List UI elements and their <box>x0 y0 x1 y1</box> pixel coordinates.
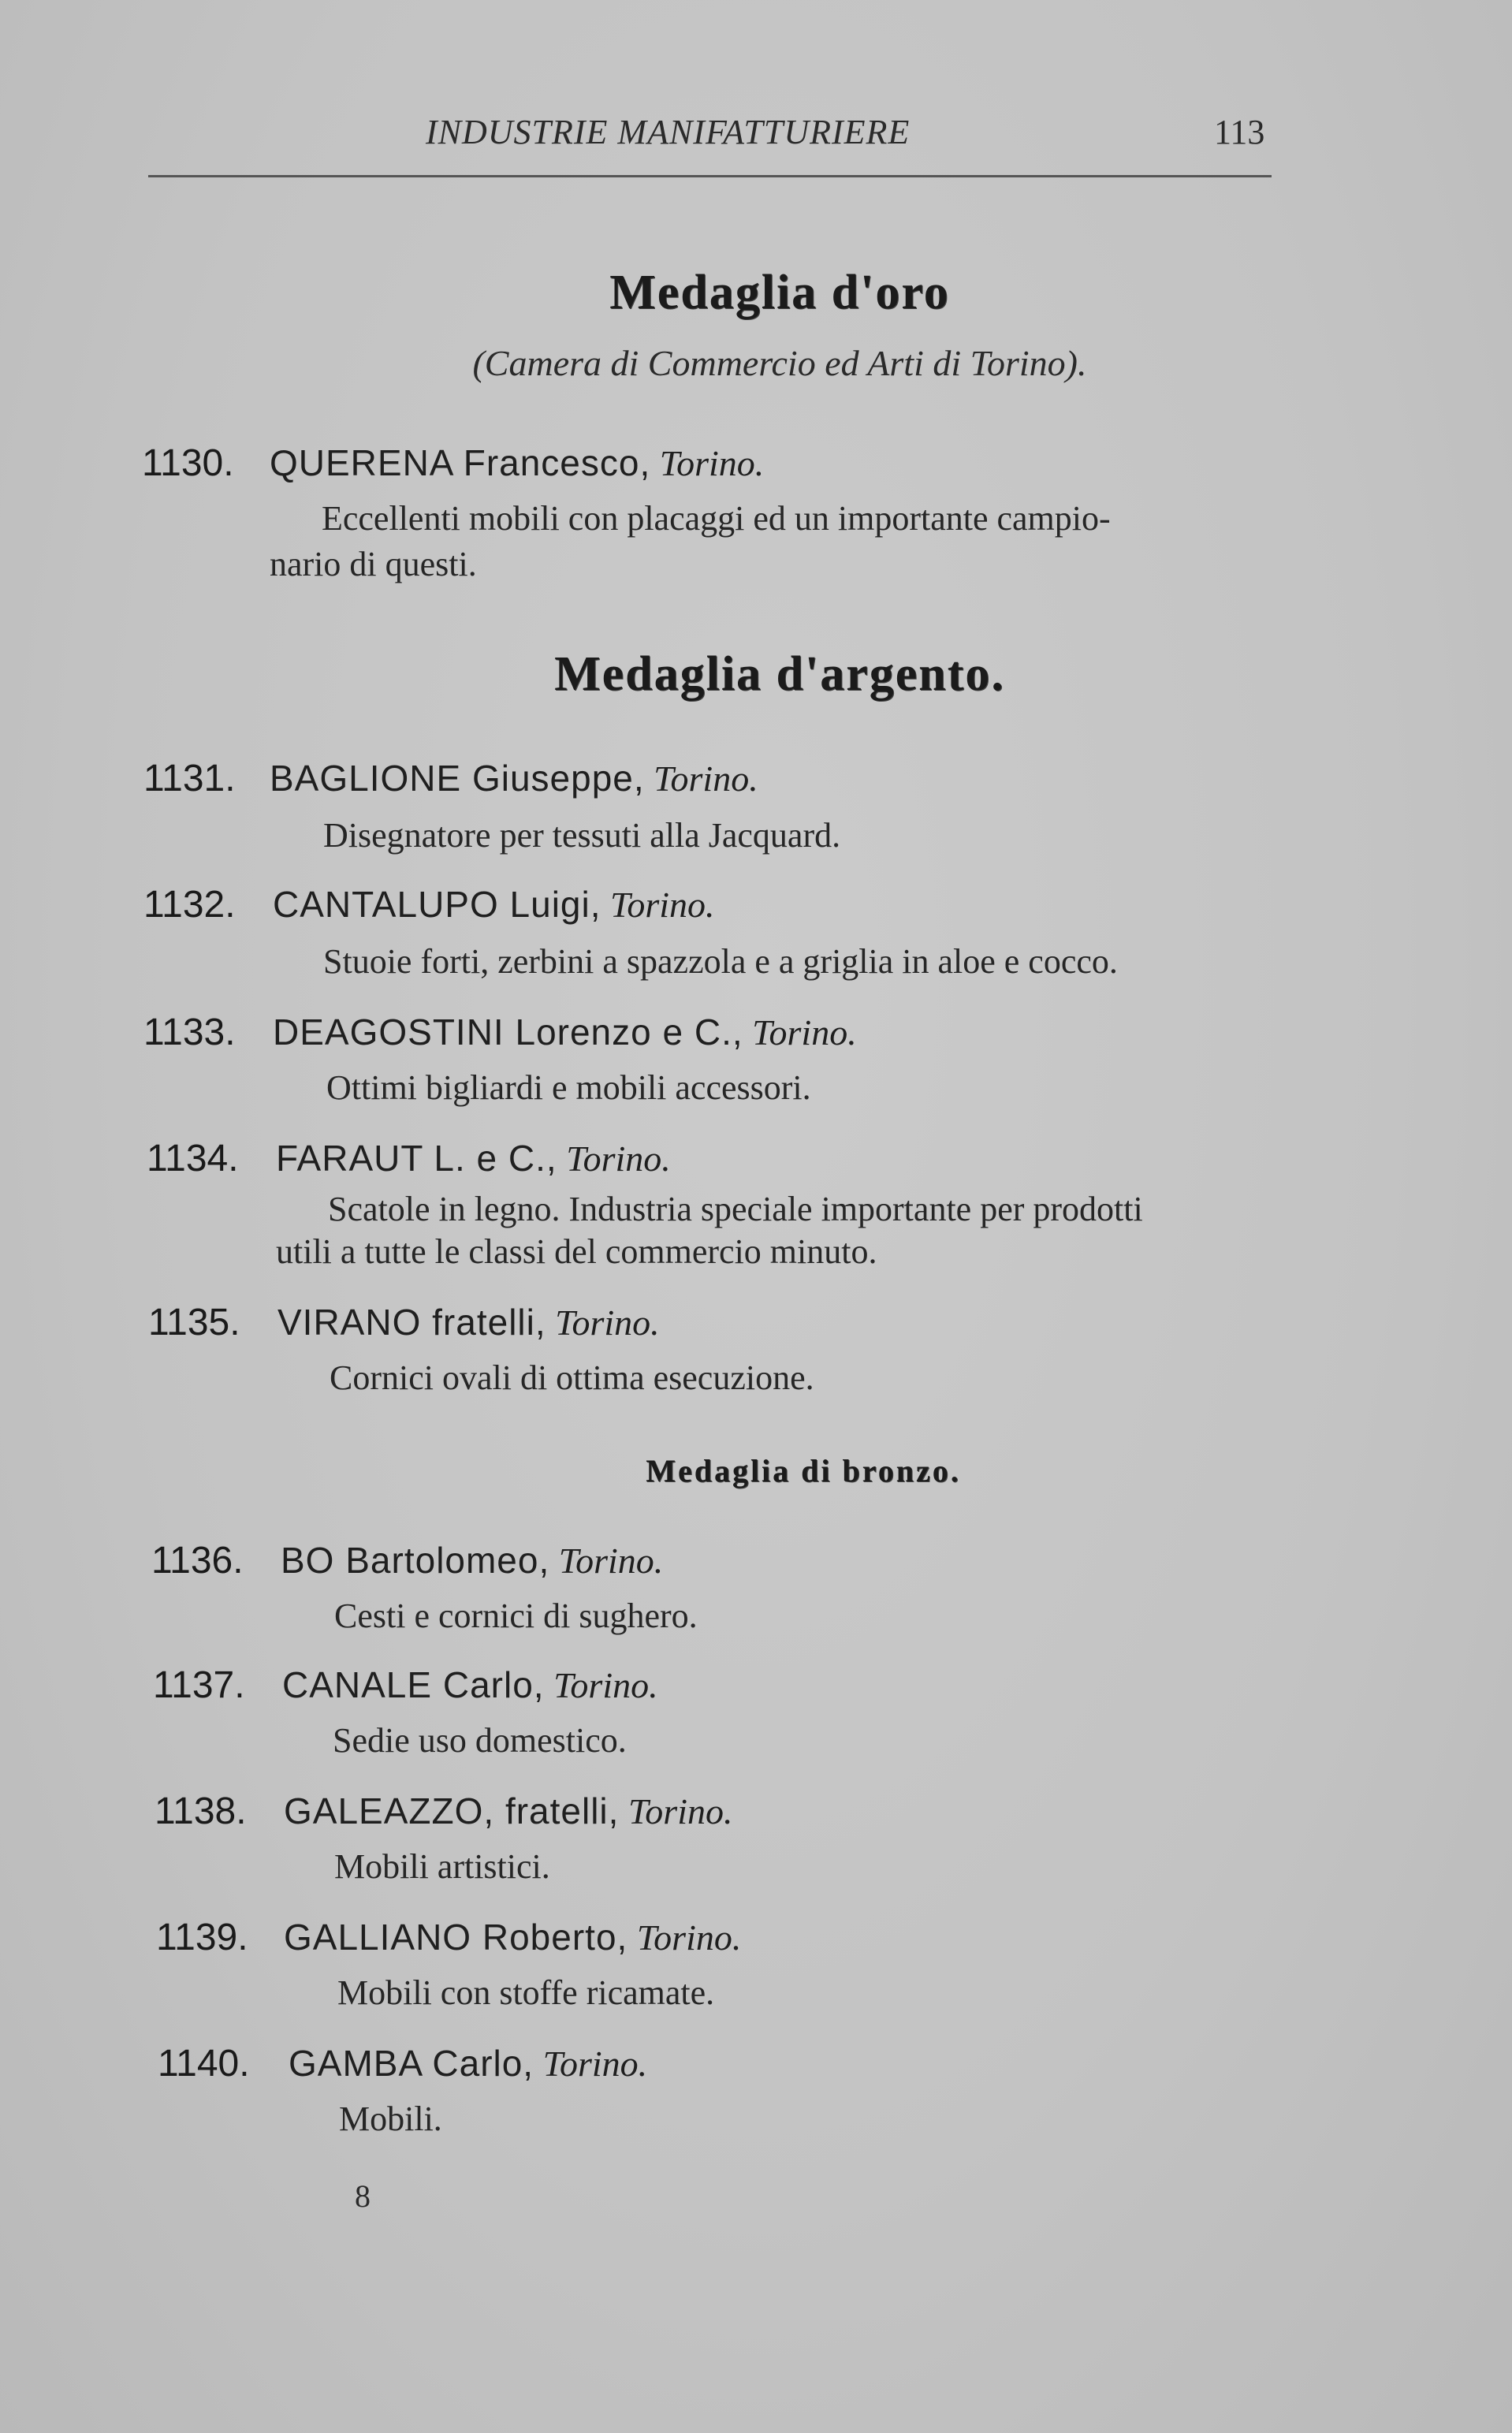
running-header-title: INDUSTRIE MANIFATTURIERE <box>426 113 911 151</box>
entry-description-line: nario di questi. <box>270 545 477 583</box>
exhibitor-name: BAGLIONE Giuseppe, <box>270 758 645 799</box>
page-number: 113 <box>1214 113 1265 151</box>
entry-number: 1138. <box>155 1790 247 1832</box>
entry-description-line: Sedie uso domestico. <box>333 1721 627 1760</box>
exhibitor-name: GAMBA Carlo, <box>289 2043 534 2084</box>
entry-number: 1136. <box>151 1540 244 1582</box>
exhibitor-name: BO Bartolomeo, <box>281 1540 550 1581</box>
entry-heading <box>273 883 715 926</box>
entry-description-line: Mobili. <box>339 2100 442 2138</box>
entry-number: 1135. <box>148 1302 240 1343</box>
entry-description-line: Disegnatore per tessuti alla Jacquard. <box>323 816 841 855</box>
entry-description-line: Ottimi bigliardi e mobili accessori. <box>326 1068 811 1107</box>
entry-number: 1132. <box>143 884 236 926</box>
exhibitor-city: Torino. <box>566 1138 671 1179</box>
entry-description-line: utili a tutte le classi del commercio minuto. <box>276 1232 877 1271</box>
entry-number: 1137. <box>153 1664 245 1706</box>
section-subtitle-gold: (Camera di Commercio ed Arti di Torino). <box>472 343 1087 383</box>
exhibitor-city: Torino. <box>553 1665 658 1705</box>
entry-heading <box>276 1137 671 1179</box>
entry-description-line: Cornici ovali di ottima esecuzione. <box>330 1358 814 1397</box>
entry-number: 1133. <box>143 1012 236 1053</box>
entry-number: 1134. <box>147 1138 239 1179</box>
entry-number: 1130. <box>142 442 234 484</box>
header-rule <box>148 175 1272 177</box>
exhibitor-name: GALLIANO Roberto, <box>284 1917 628 1958</box>
entry-heading <box>284 1916 741 1958</box>
entry-heading <box>270 442 764 484</box>
entry-number: 1131. <box>143 758 236 799</box>
exhibitor-city: Torino. <box>555 1302 660 1343</box>
entry-heading <box>273 1011 857 1053</box>
exhibitor-name: DEAGOSTINI Lorenzo e C., <box>273 1012 743 1053</box>
exhibitor-name: VIRANO fratelli, <box>277 1302 546 1343</box>
entry-description-line: Scatole in legno. Industria speciale importante per prodotti <box>328 1190 1143 1228</box>
entry-heading <box>277 1301 660 1343</box>
entry-description-line: Cesti e cornici di sughero. <box>334 1597 698 1635</box>
entry-description-line: Mobili artistici. <box>334 1847 550 1886</box>
exhibitor-city: Torino. <box>636 1917 742 1958</box>
entry-description-line: Eccellenti mobili con placaggi ed un importante campio- <box>322 499 1111 538</box>
exhibitor-name: FARAUT L. e C., <box>276 1138 557 1179</box>
exhibitor-city: Torino. <box>752 1012 857 1053</box>
entry-heading <box>284 1790 732 1832</box>
signature-mark: 8 <box>355 2178 371 2214</box>
exhibitor-name: CANALE Carlo, <box>282 1664 545 1705</box>
exhibitor-city: Torino. <box>542 2044 648 2084</box>
entry-heading <box>270 757 758 799</box>
exhibitor-name: CANTALUPO Luigi, <box>273 884 601 925</box>
section-title-bronze-medal: Medaglia di bronzo. <box>646 1453 961 1488</box>
exhibitor-city: Torino. <box>558 1541 664 1581</box>
exhibitor-name: QUERENA Francesco, <box>270 442 651 483</box>
exhibitor-city: Torino. <box>610 885 715 925</box>
entry-description-line: Stuoie forti, zerbini a spazzola e a griglia in aloe e cocco. <box>323 942 1118 981</box>
section-title-silver-medal: Medaglia d'argento. <box>554 647 1005 701</box>
entry-description-line: Mobili con stoffe ricamate. <box>337 1973 715 2012</box>
entry-heading <box>281 1539 663 1582</box>
entry-number: 1140. <box>158 2043 250 2085</box>
exhibitor-city: Torino. <box>654 758 758 799</box>
exhibitor-name: GALEAZZO, fratelli, <box>284 1790 620 1831</box>
entry-heading <box>289 2042 647 2085</box>
exhibitor-city: Torino. <box>628 1791 733 1831</box>
exhibitor-city: Torino. <box>659 443 765 483</box>
section-title-gold-medal: Medaglia d'oro <box>609 266 950 319</box>
entry-number: 1139. <box>156 1917 248 1958</box>
entry-heading <box>282 1664 658 1706</box>
